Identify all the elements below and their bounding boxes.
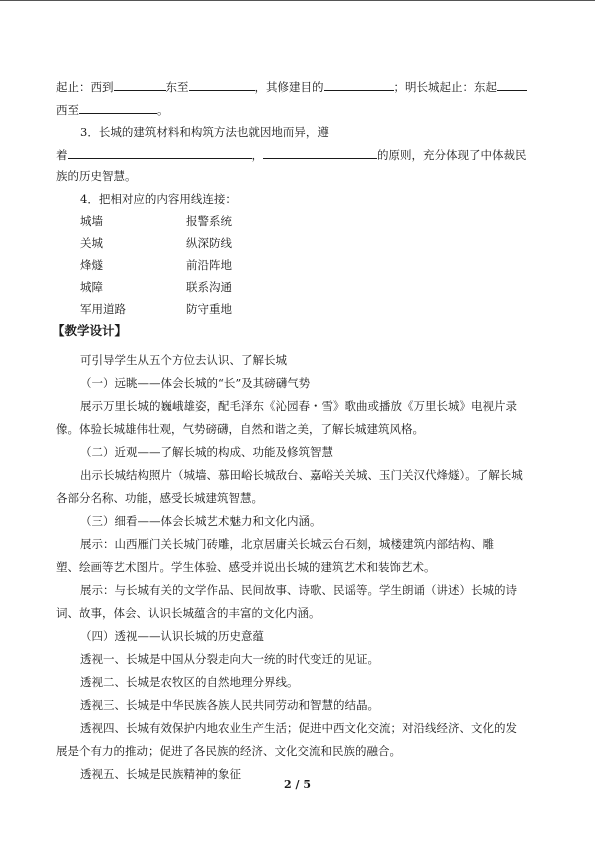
blank-west xyxy=(114,78,166,91)
text-segment: 族的历史智慧。 xyxy=(56,169,137,183)
match-right-item: 防守重地 xyxy=(186,302,232,316)
text-segment: 西至 xyxy=(56,103,79,117)
q4-title xyxy=(80,191,237,207)
text-segment: 4．把相对应的内容用线连接： xyxy=(80,192,237,206)
design-paragraph-line: 词、故事，体会、认识长城蕴含的丰富的文化内涵。 xyxy=(56,606,321,620)
blank-ming-west xyxy=(79,101,157,114)
design-subheading: （二）近观——了解长城的构成、功能及修筑智慧 xyxy=(80,445,333,459)
match-right-item: 联系沟通 xyxy=(186,280,232,294)
page-number: 2 / 5 xyxy=(284,778,311,791)
design-paragraph-line: 透视二、长城是农牧区的自然地理分界线。 xyxy=(80,675,299,689)
fill-line-ming-west xyxy=(56,101,169,117)
match-left-item: 军用道路 xyxy=(80,302,126,316)
design-intro: 可引导学生从五个方位去认识、了解长城 xyxy=(80,353,287,367)
match-left-item: 城墙 xyxy=(80,214,103,228)
text-segment: 3．长城的建筑材料和构筑方法也就因地而异，遵 xyxy=(80,125,329,139)
design-paragraph-line: 塑、绘画等艺术图片。学生体验、感受并说出长城的建筑艺术和装饰艺术。 xyxy=(56,560,436,574)
design-subheading: （四）透视——认识长城的历史意蕴 xyxy=(80,629,264,643)
blank-principle-2 xyxy=(263,146,377,159)
text-segment: 起止：西到 xyxy=(56,80,114,94)
design-paragraph-line: 出示长城结构照片（城墙、慕田峪长城敌台、嘉峪关关城、玉门关汉代烽燧）。了解长城 xyxy=(80,468,523,482)
text-segment: ， xyxy=(251,148,263,162)
design-paragraph-line: 展示万里长城的巍峨雄姿，配毛泽东《沁园春・雪》歌曲或播放《万里长城》电视片录 xyxy=(80,399,517,413)
blank-ming-east xyxy=(497,78,527,91)
design-paragraph-line: 展示：山西雁门关长城门砖雕，北京居庸关长城云台石刻，城楼建筑内部结构、雕 xyxy=(80,537,494,551)
match-right-item: 前沿阵地 xyxy=(186,258,232,272)
match-left-item: 城障 xyxy=(80,280,103,294)
match-left-item: 关城 xyxy=(80,236,103,250)
design-paragraph-line: 展是个有力的推动；促进了各民族的经济、文化交流和民族的融合。 xyxy=(56,744,401,758)
text-segment: ，其修建目的 xyxy=(254,80,324,94)
q3-line-3 xyxy=(56,168,137,184)
top-rule xyxy=(0,0,595,1)
q3-line-1 xyxy=(80,124,329,140)
blank-principle-1 xyxy=(68,146,252,159)
design-paragraph-line: 展示：与长城有关的文学作品、民间故事、诗歌、民谣等。学生朗诵（讲述）长城的诗 xyxy=(80,583,517,597)
match-left-item: 烽燧 xyxy=(80,258,103,272)
blank-east xyxy=(189,78,255,91)
design-subheading: （一）远眺——体会长城的“长”及其磅礴气势 xyxy=(80,376,311,390)
design-paragraph-line: 透视一、长城是中国从分裂走向大一统的时代变迁的见证。 xyxy=(80,652,379,666)
match-right-item: 报警系统 xyxy=(186,214,232,228)
text-segment: 。 xyxy=(157,103,169,117)
blank-purpose xyxy=(324,78,394,91)
match-right-item: 纵深防线 xyxy=(186,236,232,250)
design-paragraph-line: 透视三、长城是中华民族各族人民共同劳动和智慧的结晶。 xyxy=(80,698,379,712)
fill-line-ming-qin-route xyxy=(56,78,527,94)
q3-line-2 xyxy=(56,146,527,162)
design-paragraph-line: 像。体验长城雄伟壮观，气势磅礴，自然和谐之美，了解长城建筑风格。 xyxy=(56,422,424,436)
text-segment: 的原则，充分体现了中体裁民 xyxy=(377,148,527,162)
design-paragraph-line: 透视五、长城是民族精神的象征 xyxy=(80,767,241,781)
design-subheading: （三）细看——体会长城艺术魅力和文化内涵。 xyxy=(80,514,322,528)
text-segment: 着 xyxy=(56,148,68,162)
text-segment: ；明长城起止：东起 xyxy=(393,80,497,94)
section-heading: 【教学设计】 xyxy=(52,323,128,338)
text-segment: 东至 xyxy=(165,80,189,94)
design-paragraph-line: 透视四、长城有效保护内地农业生产生活；促进中西文化交流；对沿线经济、文化的发 xyxy=(80,721,517,735)
design-paragraph-line: 各部分名称、功能，感受长城建筑智慧。 xyxy=(56,491,263,505)
